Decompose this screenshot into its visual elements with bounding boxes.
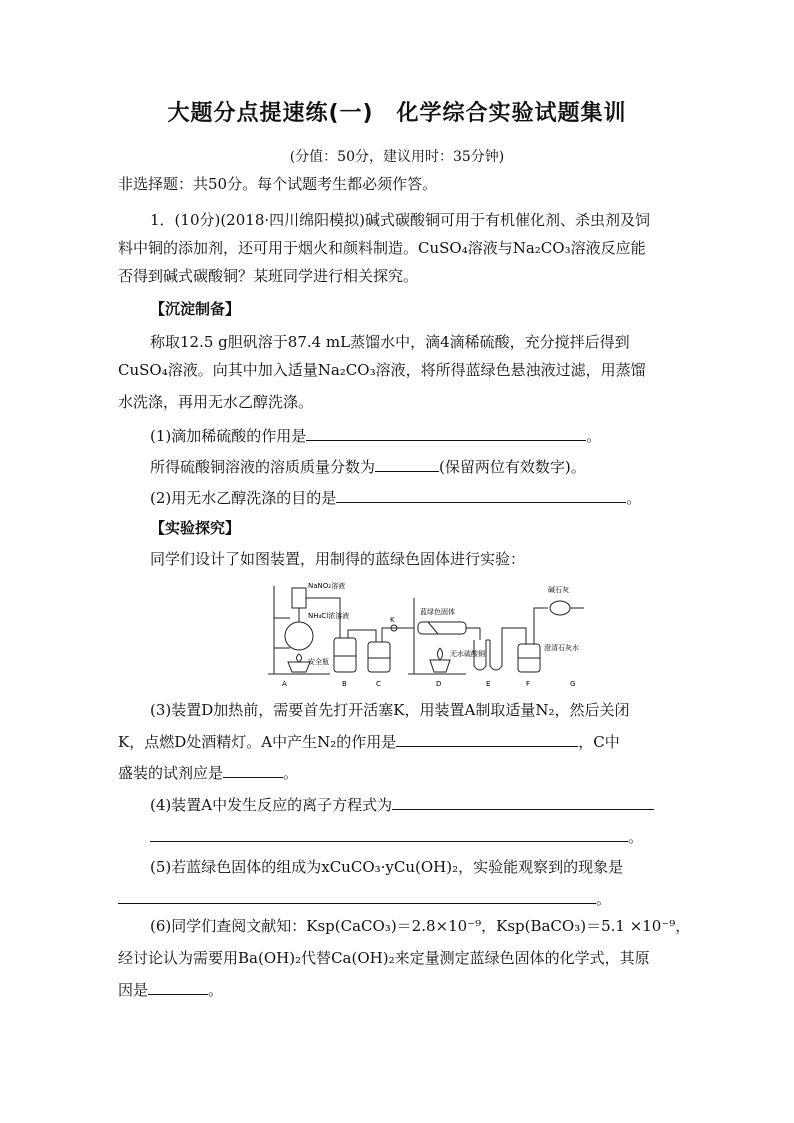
sub6-line1: (6)同学们查阅文献知：Ksp(CaCO₃)＝2.8×10⁻⁹，Ksp(BaCO₃)＝5.1 ×10⁻⁹， — [150, 917, 691, 935]
sub4-line2 — [150, 826, 710, 847]
sub6-line3 — [118, 979, 678, 1000]
letter-c: C — [376, 680, 381, 688]
answer-blank[interactable] — [396, 731, 578, 747]
answer-blank[interactable] — [223, 762, 283, 778]
apparatus-diagram — [268, 578, 598, 690]
sub3-line2 — [118, 731, 678, 752]
letter-e: E — [486, 680, 491, 688]
letter-g: G — [570, 680, 576, 688]
answer-blank[interactable] — [336, 487, 626, 503]
sub-question-1b — [150, 456, 710, 477]
intro-text: 非选择题：共50分。每个试题考生都必须作答。 — [118, 175, 438, 193]
section-precipitation: 【沉淀制备】 — [150, 300, 241, 318]
q1-line2: 料中铜的添加剂，还可用于烟火和颜料制造。CuSO₄溶液与Na₂CO₃溶液反应能 — [118, 239, 646, 257]
answer-blank[interactable] — [148, 979, 208, 995]
sub1b-note: (保留两位有效数字)。 — [439, 458, 586, 476]
q1-line1: 1．(10分)(2018·四川绵阳模拟)碱式碳酸铜可用于有机催化剂、杀虫剂及饲 — [150, 211, 650, 229]
sub-question-4 — [150, 794, 710, 815]
letter-a: A — [282, 680, 287, 688]
sub3-line3-text: 盛装的试剂应是 — [118, 764, 224, 782]
sub3-line2-tail: ，C中 — [578, 733, 620, 751]
label-k: K — [390, 616, 395, 624]
answer-blank[interactable] — [375, 456, 439, 472]
period: 。 — [626, 489, 642, 507]
answer-blank[interactable] — [150, 826, 628, 842]
label-solid: 蓝绿色固体 — [420, 608, 455, 616]
label-soda-lime: 碱石灰 — [548, 586, 569, 594]
sub-question-5: (5)若蓝绿色固体的组成为xCuCO₃·yCu(OH)₂，实验能观察到的现象是 — [150, 858, 624, 876]
answer-blank[interactable] — [306, 425, 586, 441]
answer-blank[interactable] — [118, 888, 596, 904]
answer-blank[interactable] — [392, 794, 654, 810]
label-nano2: NaNO₂溶液 — [308, 582, 346, 590]
section-experiment: 【实验探究】 — [150, 519, 241, 537]
q1-line3: 否得到碱式碳酸铜？某班同学进行相关探究。 — [118, 267, 419, 285]
period: 。 — [208, 981, 224, 999]
prep-line1: 称取12.5 g胆矾溶于87.4 mL蒸馏水中，滴4滴稀硫酸，充分搅拌后得到 — [150, 333, 630, 351]
sub6-line2: 经讨论认为需要用Ba(OH)₂代替Ca(OH)₂来定量测定蓝绿色固体的化学式，其原 — [118, 949, 650, 967]
period: 。 — [283, 764, 299, 782]
prep-line3: 水洗涤，再用无水乙醇洗涤。 — [118, 393, 314, 411]
period: 。 — [628, 828, 644, 846]
sub2-text: (2)用无水乙醇洗涤的目的是 — [150, 489, 337, 507]
period: 。 — [596, 890, 612, 908]
sub6-line3-text: 因是 — [118, 981, 149, 999]
letter-d: D — [436, 680, 442, 688]
label-nh4cl: NH₄Cl浓溶液 — [308, 612, 350, 620]
sub3-line3 — [118, 762, 678, 783]
label-limewater: 澄清石灰水 — [544, 644, 579, 652]
period: 。 — [586, 427, 602, 445]
page-title: 大题分点提速练(一) 化学综合实验试题集训 — [167, 101, 627, 126]
sub1a-text: (1)滴加稀硫酸的作用是 — [150, 427, 307, 445]
sub4-text: (4)装置A中发生反应的离子方程式为 — [150, 796, 393, 814]
sub-question-1a — [150, 425, 710, 446]
label-safety-bottle: 安全瓶 — [308, 658, 329, 666]
letter-f: F — [526, 680, 531, 688]
sub3-line2-text: K，点燃D处酒精灯。A中产生N₂的作用是 — [118, 733, 397, 751]
sub5-line2 — [118, 888, 678, 909]
page-subtitle: (分值：50分，建议用时：35分钟) — [289, 149, 505, 165]
letter-b: B — [342, 680, 347, 688]
sub1b-text: 所得硫酸铜溶液的溶质质量分数为 — [150, 458, 376, 476]
sub3-line1: (3)装置D加热前，需要首先打开活塞K，用装置A制取适量N₂，然后关闭 — [150, 701, 630, 719]
explore-text: 同学们设计了如图装置，用制得的蓝绿色固体进行实验： — [150, 550, 526, 568]
prep-line2: CuSO₄溶液。向其中加入适量Na₂CO₃溶液，将所得蓝绿色悬浊液过滤，用蒸馏 — [118, 361, 646, 379]
label-cuso4: 无水硫酸铜 — [450, 650, 485, 658]
sub-question-2 — [150, 487, 710, 508]
